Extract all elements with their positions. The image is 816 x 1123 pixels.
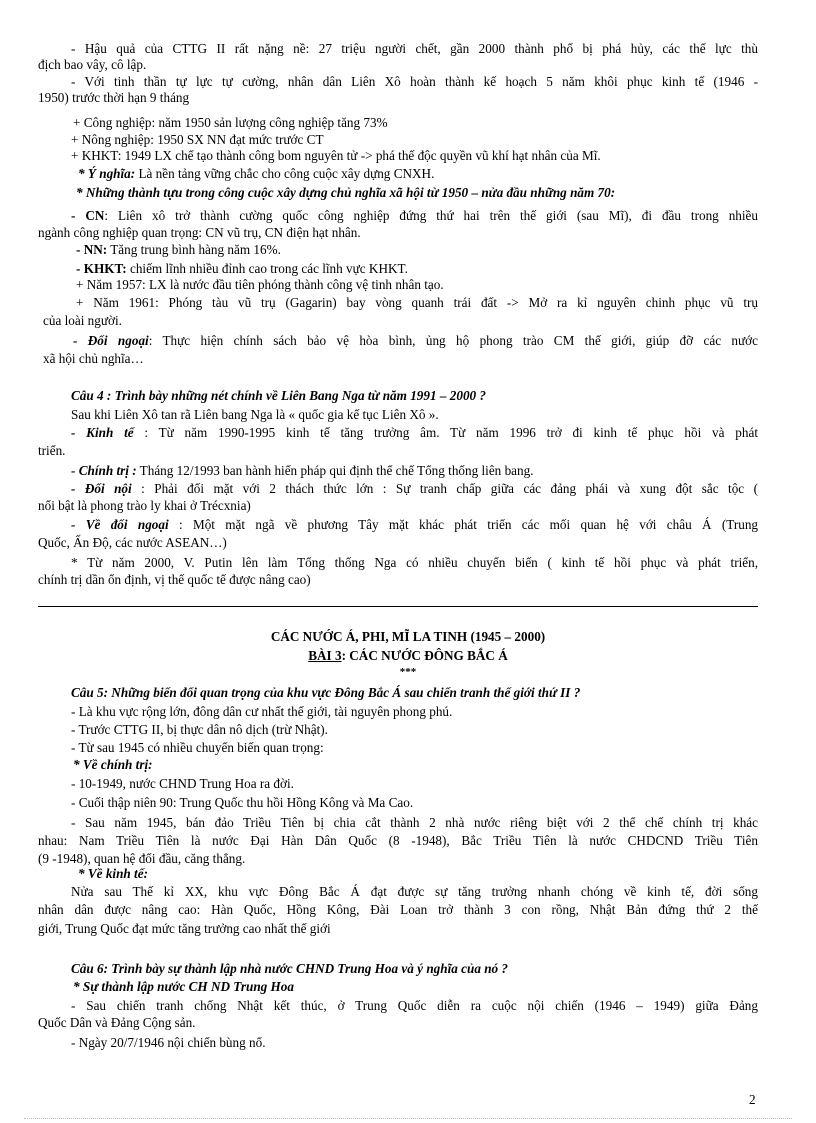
text-line	[71, 998, 758, 1014]
text-line	[38, 851, 245, 867]
text-run: - Đối ngoại	[73, 333, 149, 348]
text-run: Câu 4 : Trình bày những nét chính về Liên Bang Nga từ năm 1991 – 2000 ?	[71, 388, 487, 403]
text-run: : Từ năm 1990-1995 kinh tế tăng trưởng âm. Từ năm 1996 trở đi kinh tế phục hồi và phát	[133, 425, 758, 440]
text-line	[78, 866, 148, 882]
text-run: - Với tinh thần tự lực tự cường, nhân dân Liên Xô hoàn thành kế hoạch 5 năm khôi phục kinh tế (1946 -	[71, 74, 758, 89]
text-run: Sau khi Liên Xô tan rã Liên bang Nga là « quốc gia kế tục Liên Xô ».	[71, 407, 439, 422]
text-run: : Thực hiện chính sách bảo vệ hòa bình, ủng hộ phong trào CM thế giới, giúp đỡ các nước	[148, 333, 759, 348]
text-line	[71, 776, 294, 792]
text-line	[38, 225, 361, 241]
text-run: - Cuối thập niên 90: Trung Quốc thu hồi Hồng Kông và Ma Cao.	[71, 795, 414, 810]
text-run: + Năm 1961: Phóng tàu vũ trụ (Gagarin) bay vòng quanh trái đất -> Mở ra kỉ nguyên chinh phục vũ trụ	[76, 295, 758, 310]
text-line	[38, 535, 227, 551]
text-run: - Trước CTTG II, bị thực dân nô dịch (trừ Nhật).	[71, 722, 328, 737]
text-line	[38, 833, 758, 849]
footer-divider	[24, 1118, 792, 1119]
text-run: ***	[399, 666, 417, 678]
text-line	[76, 261, 408, 277]
text-run: + Công nghiệp: năm 1950 sản lượng công nghiệp tăng 73%	[73, 115, 388, 130]
text-run: nổi bật là phong trào ly khai ở Trécxnia)	[38, 498, 251, 513]
text-run: * Về chính trị:	[73, 757, 153, 772]
text-line	[76, 277, 444, 293]
text-run: * Ý nghĩa:	[78, 166, 136, 181]
text-line	[71, 740, 324, 756]
text-run: 1950) trước thời hạn 9 tháng	[38, 90, 190, 105]
text-line	[71, 795, 413, 811]
text-run: Quốc Dân và Đảng Cộng sản.	[38, 1015, 196, 1030]
text-run: - Hậu quả của CTTG II rất nặng nề: 27 triệu người chết, gần 2000 thành phố bị phá hủy, các thế lực thù	[71, 41, 758, 56]
text-line	[76, 185, 615, 201]
text-line	[38, 57, 146, 73]
text-run: nhân dân được nâng cao: Hàn Quốc, Hồng Kông, Đài Loan trở thành 3 con rồng, Nhật Bản đứng thứ 2 thế	[38, 902, 758, 917]
text-line	[71, 132, 324, 148]
text-line	[71, 74, 758, 90]
text-run: : Liên xô trở thành cường quốc công nghiệp đứng thứ hai trên thế giới (sau Mĩ), đi đầu trong nhiều	[104, 208, 758, 223]
text-run: triển.	[38, 443, 66, 458]
text-line	[43, 313, 122, 329]
text-run: Tháng 12/1993 ban hành hiến pháp qui định thể chế Tổng thống liên bang.	[136, 463, 534, 478]
text-run: - NN:	[76, 242, 108, 257]
text-run: Câu 6: Trình bày sự thành lập nhà nước CHND Trung Hoa và ý nghĩa của nó ?	[71, 961, 509, 976]
text-line	[71, 722, 328, 738]
text-run: : Phải đối mặt với 2 thách thức lớn : Sự tranh chấp giữa các đảng phái và xung đột sắc tộc (	[131, 481, 758, 496]
text-line	[71, 388, 486, 404]
text-line	[71, 407, 439, 423]
text-run: - Từ sau 1945 có nhiều chuyển biến quan trọng:	[71, 740, 324, 755]
text-line	[71, 704, 452, 720]
text-line	[71, 517, 758, 533]
text-line	[73, 333, 758, 349]
text-run: BÀI 3	[308, 648, 342, 663]
text-line	[38, 498, 251, 514]
text-line	[71, 1035, 266, 1051]
text-run: - Sau năm 1945, bán đảo Triều Tiên bị chia cắt thành 2 nhà nước riêng biệt với 2 thể chế chính trị khác	[71, 815, 758, 830]
text-run: Câu 5: Những biến đổi quan trọng của khu vực Đông Bắc Á sau chiến tranh thế giới thứ II ?	[71, 685, 581, 700]
text-line	[38, 921, 331, 937]
text-line	[71, 208, 758, 224]
text-run: + Năm 1957: LX là nước đầu tiên phóng thành công vệ tinh nhân tạo.	[76, 277, 444, 292]
text-line	[71, 41, 758, 57]
text-run: - 10-1949, nước CHND Trung Hoa ra đời.	[71, 776, 294, 791]
text-run: Là nền tảng vững chắc cho công cuộc xây dựng CNXH.	[135, 166, 435, 181]
text-line	[71, 555, 758, 571]
text-line	[71, 815, 758, 831]
text-line	[38, 1015, 195, 1031]
text-run: nhau: Nam Triều Tiên là nước Đại Hàn Dân Quốc (8 -1948), Bắc Triều Tiên là nước CHDCND Triều Tiên	[38, 833, 758, 848]
text-run: : CÁC NƯỚC ĐÔNG BẮC Á	[341, 648, 508, 663]
text-run: - Ngày 20/7/1946 nội chiến bùng nổ.	[71, 1035, 266, 1050]
text-run: * Sự thành lập nước CH ND Trung Hoa	[73, 979, 294, 994]
text-line	[73, 979, 294, 995]
text-line	[73, 115, 388, 131]
text-line	[71, 884, 758, 900]
text-line	[71, 961, 508, 977]
text-run: xã hội chủ nghĩa…	[43, 351, 144, 366]
text-run: - Kinh tế	[71, 425, 134, 440]
page-number: 2	[749, 1092, 756, 1107]
text-line	[71, 463, 534, 479]
text-run: Quốc, Ấn Độ, các nước ASEAN…)	[38, 535, 227, 550]
text-run: * Từ năm 2000, V. Putin lên làm Tổng thống Nga có nhiều chuyển biến ( kinh tế hồi phục và phát triển,	[71, 555, 758, 570]
text-line	[71, 425, 758, 441]
text-line	[71, 148, 601, 164]
text-line	[0, 664, 816, 680]
text-run: chiếm lĩnh nhiều đỉnh cao trong các lĩnh vực KHKT.	[126, 261, 408, 276]
text-run: - Về đối ngoại	[71, 517, 169, 532]
text-run: Tăng trung bình hàng năm 16%.	[107, 242, 281, 257]
text-run: CÁC NƯỚC Á, PHI, MĨ LA TINH (1945 – 2000)	[270, 629, 546, 644]
text-run: Nửa sau Thế kỉ XX, khu vực Đông Bắc Á đạt được sự tăng trưởng nhanh chóng về kinh tế, đời sống	[71, 884, 758, 899]
text-line	[78, 166, 434, 182]
text-run: + Nông nghiệp: 1950 SX NN đạt mức trước CT	[71, 132, 324, 147]
text-line	[71, 481, 758, 497]
text-line	[0, 629, 816, 645]
text-run: địch bao vây, cô lập.	[38, 57, 147, 72]
text-run: - KHKT:	[76, 261, 127, 276]
text-line	[38, 902, 758, 918]
text-line	[38, 90, 189, 106]
text-line	[38, 443, 65, 459]
text-run: ngành công nghiệp quan trọng: CN vũ trụ, CN điện hạt nhân.	[38, 225, 361, 240]
text-line	[43, 351, 144, 367]
text-run: : Một mặt ngã về phương Tây mặt khác phát triển các mối quan hệ với châu Á (Trung	[168, 517, 759, 532]
text-line	[71, 685, 580, 701]
text-run: của loài người.	[43, 313, 122, 328]
text-line	[76, 295, 758, 311]
text-line	[38, 572, 311, 588]
text-run: - Chính trị :	[71, 463, 137, 478]
text-run: * Những thành tựu trong công cuộc xây dựng chủ nghĩa xã hội từ 1950 – nửa đầu những năm 70:	[76, 185, 616, 200]
text-line	[0, 648, 816, 664]
text-run: (9 -1948), quan hệ đối đầu, căng thẳng.	[38, 851, 246, 866]
text-line	[73, 757, 153, 773]
text-run: * Về kinh tế:	[78, 866, 148, 881]
section-divider	[38, 606, 758, 607]
text-run: - Là khu vực rộng lớn, đông dân cư nhất thế giới, tài nguyên phong phú.	[71, 704, 453, 719]
text-run: + KHKT: 1949 LX chế tạo thành công bom nguyên tử -> phá thế độc quyền vũ khí hạt nhân của Mĩ.	[71, 148, 601, 163]
text-run: giới, Trung Quốc đạt mức tăng trưởng cao nhất thế giới	[38, 921, 331, 936]
text-line	[76, 242, 281, 258]
text-run: - CN	[71, 208, 105, 223]
text-run: - Sau chiến tranh chống Nhật kết thúc, ở Trung Quốc diễn ra cuộc nội chiến (1946 – 1949) giữa Đảng	[71, 998, 758, 1013]
text-run: chính trị dần ổn định, vị thế quốc tế được nâng cao)	[38, 572, 311, 587]
text-run: - Đối nội	[71, 481, 132, 496]
